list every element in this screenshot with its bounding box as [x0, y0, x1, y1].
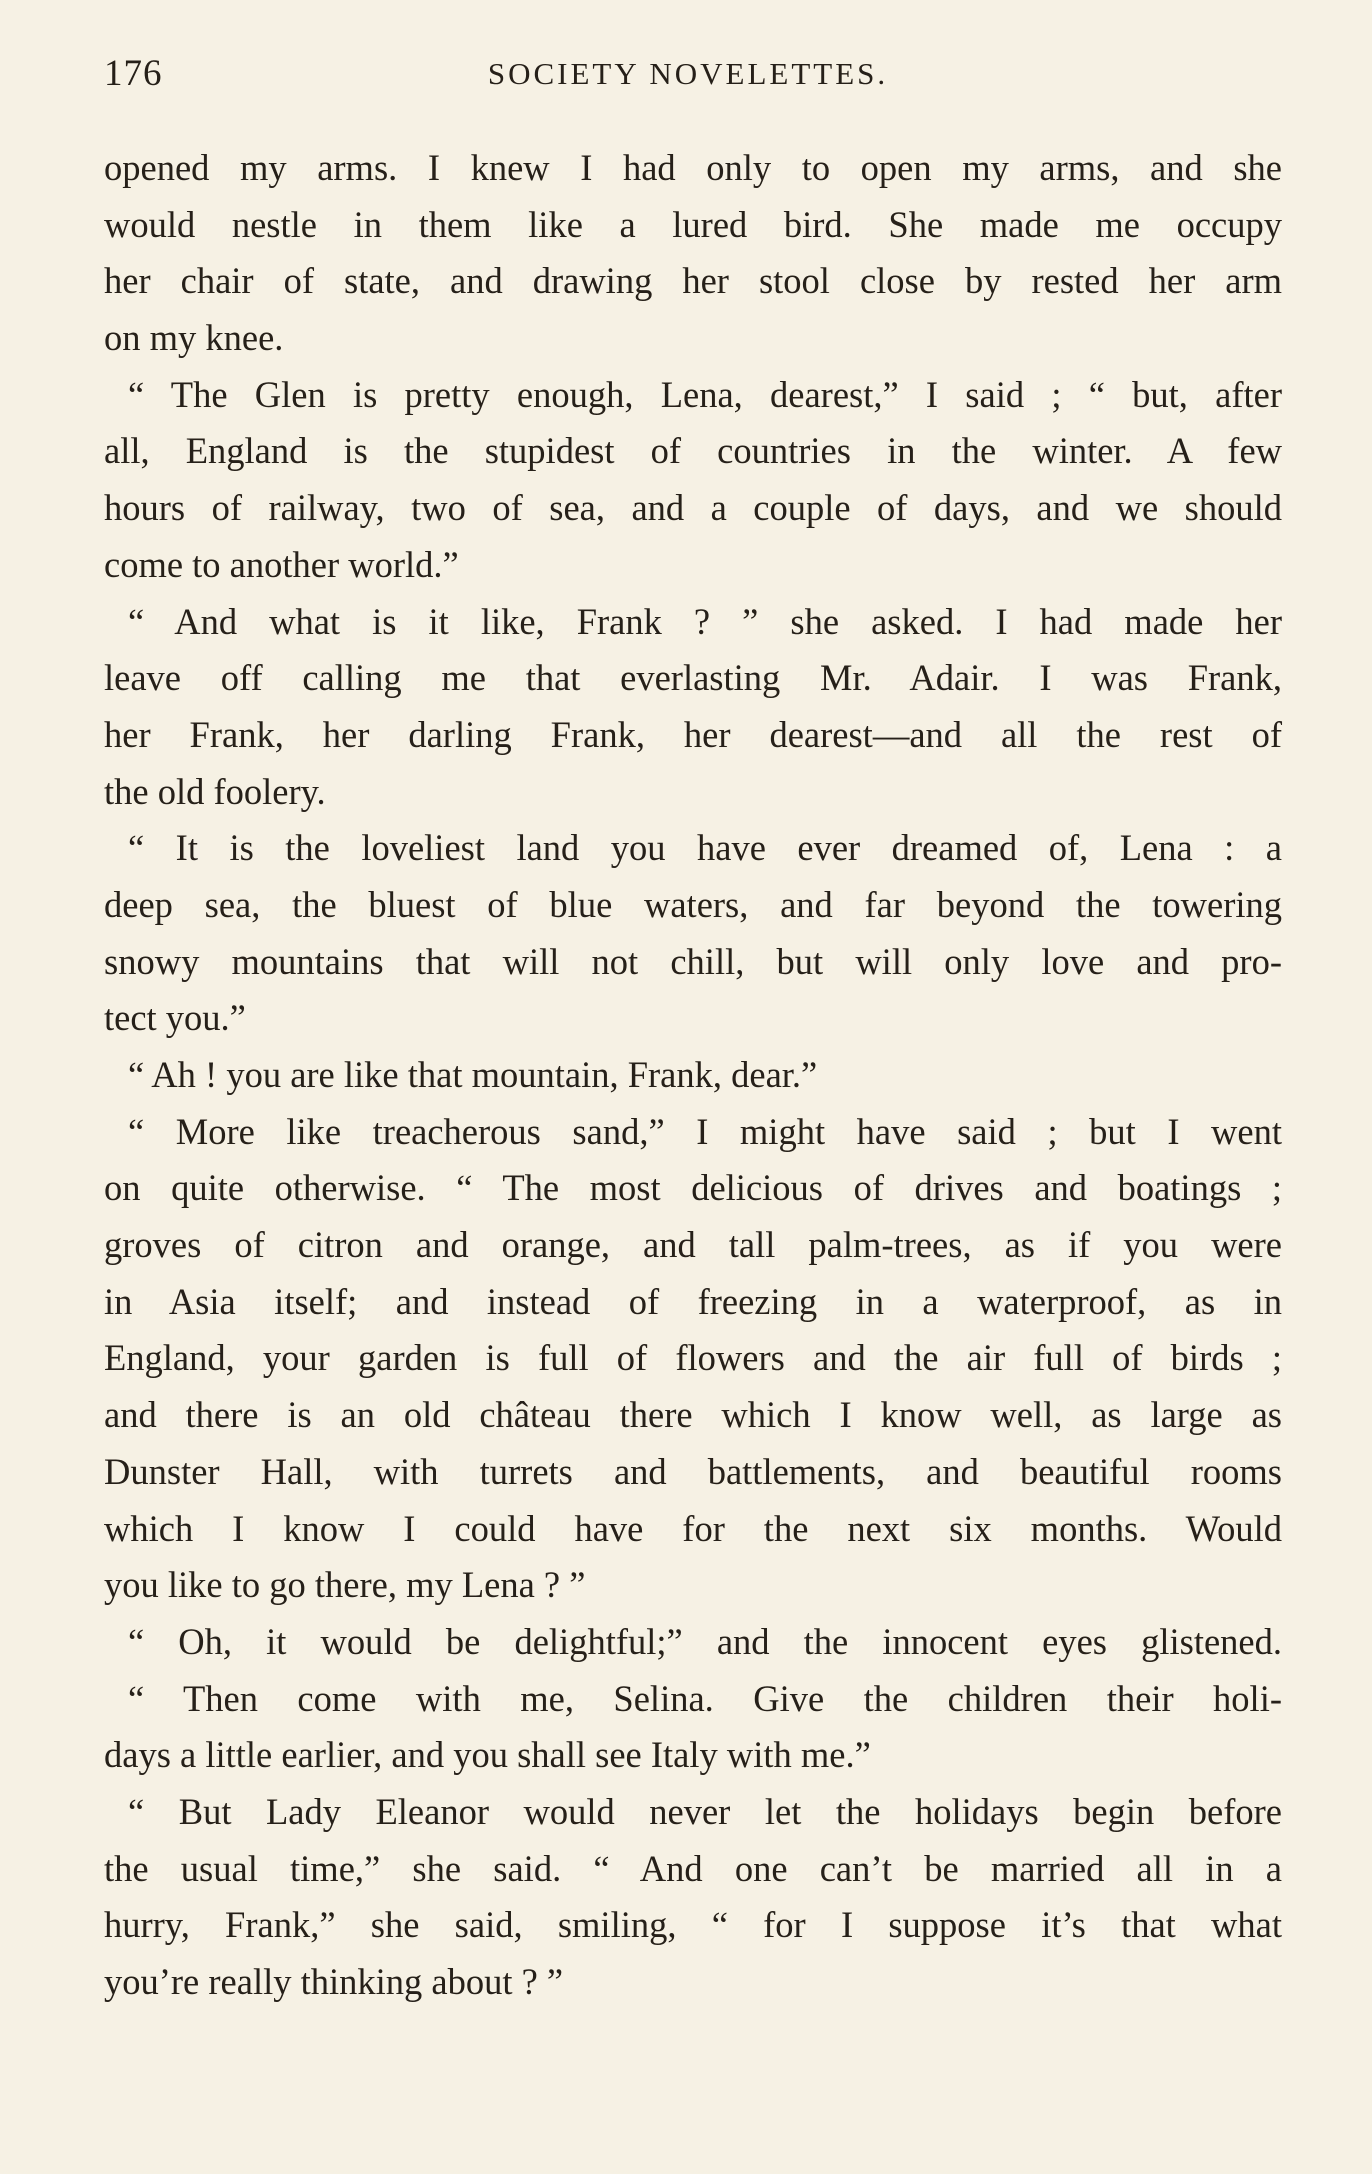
text-line: her Frank, her darling Frank, her dearest—and all the rest of	[104, 713, 1282, 755]
page-number: 176	[104, 53, 163, 94]
text-line: leave off calling me that everlasting Mr. Adair. I was Frank,	[104, 657, 1282, 699]
text-line: the usual time,” she said. “ And one can’t be married all in a	[104, 1847, 1282, 1889]
text-line: Dunster Hall, with turrets and battlements, and beautiful rooms	[104, 1450, 1282, 1492]
text-line: groves of citron and orange, and tall palm-trees, as if you were	[104, 1224, 1282, 1266]
text-line: come to another world.”	[104, 543, 459, 585]
text-line: all, England is the stupidest of countries in the winter. A few	[104, 430, 1282, 472]
text-line: tect you.”	[104, 997, 246, 1039]
text-line: “ Oh, it would be delightful;” and the innocent eyes glistened.	[128, 1620, 1282, 1662]
text-line: opened my arms. I knew I had only to open my arms, and she	[104, 147, 1282, 188]
text-line: on my knee.	[104, 317, 284, 359]
text-line: hurry, Frank,” she said, smiling, “ for I suppose it’s that what	[104, 1904, 1282, 1946]
text-line: in Asia itself; and instead of freezing in a waterproof, as in	[104, 1280, 1282, 1322]
text-line: “ Then come with me, Selina. Give the children their holi-	[128, 1677, 1282, 1719]
text-line: “ And what is it like, Frank ? ” she asked. I had made her	[128, 600, 1282, 642]
text-line: the old foolery.	[104, 770, 326, 812]
text-line: deep sea, the bluest of blue waters, and far beyond the towering	[104, 883, 1282, 925]
text-line: would nestle in them like a lured bird. She made me occupy	[104, 203, 1282, 245]
body-text	[104, 140, 1282, 2011]
text-line: “ But Lady Eleanor would never let the holidays begin before	[128, 1790, 1282, 1832]
text-line: “ It is the loveliest land you have ever dreamed of, Lena : a	[128, 827, 1282, 869]
text-line: her chair of state, and drawing her stool close by rested her arm	[104, 260, 1282, 302]
text-line: snowy mountains that will not chill, but will only love and pro-	[104, 940, 1282, 982]
text-line: “ Ah ! you are like that mountain, Frank, dear.”	[128, 1054, 818, 1095]
text-line: “ The Glen is pretty enough, Lena, dearest,” I said ; “ but, after	[128, 373, 1282, 415]
text-line: you like to go there, my Lena ? ”	[104, 1564, 586, 1606]
text-line: hours of railway, two of sea, and a couple of days, and we should	[104, 487, 1282, 529]
running-head	[104, 52, 1272, 102]
running-title: SOCIETY NOVELETTES.	[487, 56, 889, 91]
text-line: days a little earlier, and you shall see Italy with me.”	[104, 1734, 871, 1776]
text-line: you’re really thinking about ? ”	[104, 1961, 564, 2002]
text-line: which I know I could have for the next six months. Would	[104, 1507, 1282, 1549]
text-line: “ More like treacherous sand,” I might have said ; but I went	[128, 1110, 1282, 1152]
text-line: England, your garden is full of flowers and the air full of birds ;	[104, 1337, 1282, 1379]
text-line: and there is an old château there which I know well, as large as	[104, 1394, 1282, 1436]
text-line: on quite otherwise. “ The most delicious of drives and boatings ;	[104, 1167, 1282, 1209]
